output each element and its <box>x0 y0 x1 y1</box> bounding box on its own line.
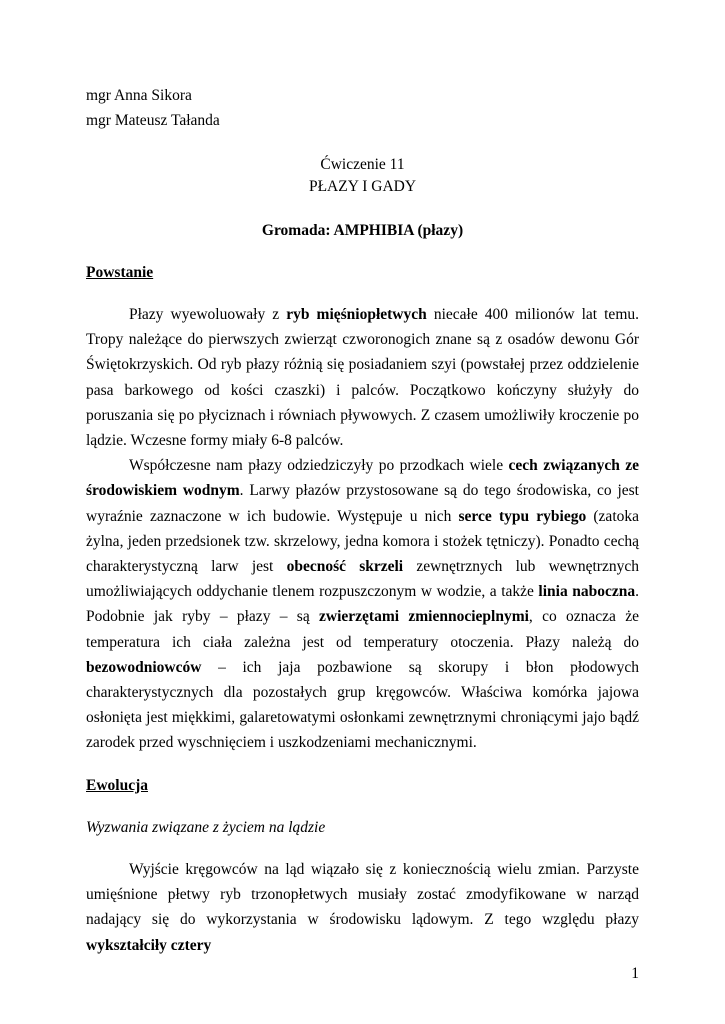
bold-term: zwierzętami zmiennocieplnymi <box>319 608 529 626</box>
bold-term: obecność skrzeli <box>286 558 404 576</box>
text-run: niecałe 400 milionów lat temu. Tropy należące do pierwszych zwierząt czworonogich znane są z osadów dewonu Gór Świętokrzyskich. Od ryb płazy różnią się posiadaniem szyi (powstałej przez oddzielenie pasa barkowego od kości czaszki) i palców. Początkowo kończyny służyły do poruszania się po płyciznach i równiach pływowych. Z czasem umożliwiły kroczenie po lądzie. Wczesne formy miały 6-8 palców. <box>86 306 639 450</box>
author-2: mgr Mateusz Tałanda <box>86 112 220 129</box>
text-run: Płazy wyewoluowały z <box>129 306 287 323</box>
text-run: . Podobnie jak ryby – płazy – są <box>86 583 639 626</box>
bold-term: serce typu rybiego <box>458 507 587 525</box>
author-1: mgr Anna Sikora <box>86 87 192 104</box>
text-run: (zatoka żylna, jeden przedsionek tzw. skrzelowy, jedna komora i stożek tętniczy). Ponadto cechą charakterystyczną larw jest <box>86 507 640 576</box>
exercise-topic: PŁAZY I GADY <box>308 178 417 195</box>
bold-term: cech związanych ze środowiskiem wodnym <box>86 457 639 500</box>
page-number: 1 <box>631 965 639 982</box>
text-run: zewnętrznych lub wewnętrznych umożliwiających oddychanie tlenem rozpuszczonym w wodzie, a także <box>86 558 639 601</box>
bold-term: ryb mięśniopłetwych <box>286 306 427 323</box>
paragraph <box>86 302 639 453</box>
paragraph <box>86 857 639 958</box>
paragraph <box>86 453 639 755</box>
text-run: Współczesne nam płazy odziedziczyły po przodkach wiele <box>129 457 509 475</box>
text-run: . Larwy płazów przystosowane są do tego środowiska, co jest wyraźnie zaznaczone w ich budowie. Występuje u nich <box>86 482 639 525</box>
section-body-ewolucja <box>86 857 639 958</box>
section-body-powstanie <box>86 302 639 756</box>
subsection-heading: Wyzwania związane z życiem na lądzie <box>86 819 326 836</box>
exercise-number: Ćwiczenie 11 <box>320 156 405 173</box>
bold-term: bezowodniowców <box>86 658 202 676</box>
text-run: Wyjście kręgowców na ląd wiązało się z koniecznością wielu zmian. Parzyste umięśnione płetwy ryb trzonopłetwych musiały zostać zmodyfikowane w narząd nadający się do wykorzystania w środowisku lądowym. Z tego względu płazy <box>86 861 639 929</box>
text-run: , co oznacza że temperatura ich ciała zależna jest od temperatury otoczenia. Płazy należą do <box>86 608 640 651</box>
section-heading-ewolucja: Ewolucja <box>86 777 148 794</box>
bold-term: linia naboczna <box>538 583 636 601</box>
bold-term: wykształciły cztery <box>86 936 212 954</box>
section-heading-powstanie: Powstanie <box>86 264 154 281</box>
group-title: Gromada: AMPHIBIA (płazy) <box>261 222 464 239</box>
text-run: – ich jaja pozbawione są skorupy i błon płodowych charakterystycznych dla pozostałych grup kręgowców. Właściwa komórka jajowa osłonięta jest miękkimi, galaretowatymi osłonkami zewnętrznymi chroniącymi jajo bądź zarodek przed wyschnięciem i uszkodzeniami mechanicznymi. <box>86 658 639 752</box>
